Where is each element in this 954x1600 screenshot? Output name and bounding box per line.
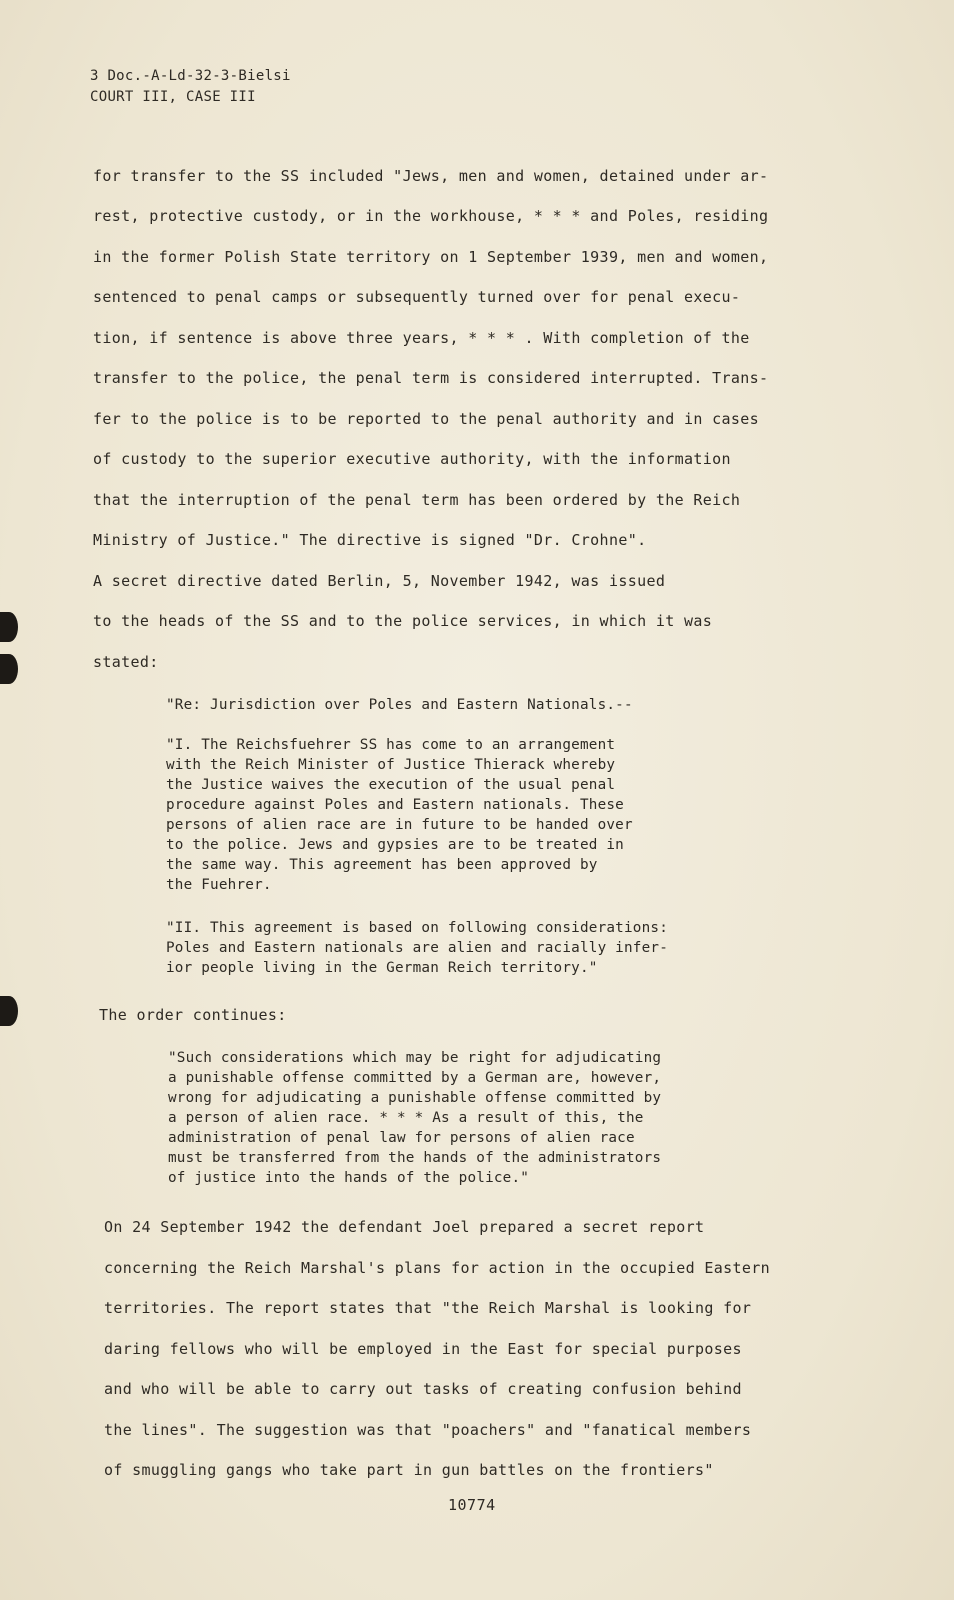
body-line: transfer to the police, the penal term is considered interrupted. Trans- bbox=[93, 369, 769, 387]
body-line: sentenced to penal camps or subsequently turned over for penal execu- bbox=[93, 288, 741, 306]
body-line: territories. The report states that "the Reich Marshal is looking for bbox=[104, 1299, 752, 1317]
body-line: A secret directive dated Berlin, 5, November 1942, was issued bbox=[93, 572, 666, 590]
body-line: that the interruption of the penal term has been ordered by the Reich bbox=[93, 491, 741, 509]
quote-line: ior people living in the German Reich territory." bbox=[166, 960, 598, 976]
quote-line: must be transferred from the hands of the administrators bbox=[168, 1150, 662, 1166]
body-line: daring fellows who will be employed in the East for special purposes bbox=[104, 1340, 742, 1358]
quote-line: of justice into the hands of the police." bbox=[168, 1170, 530, 1186]
quote-line: administration of penal law for persons of alien race bbox=[168, 1130, 635, 1146]
document-reference: 3 Doc.-A-Ld-32-3-Bielsi bbox=[90, 68, 291, 84]
punch-hole bbox=[0, 654, 18, 684]
body-line: in the former Polish State territory on 1 September 1939, men and women, bbox=[93, 248, 769, 266]
page-number: 10774 bbox=[448, 1496, 496, 1514]
quote-line: the Fuehrer. bbox=[166, 877, 272, 893]
order-continues-line: The order continues: bbox=[99, 1006, 287, 1024]
quote-line: a punishable offense committed by a German are, however, bbox=[168, 1070, 662, 1086]
court-case: COURT III, CASE III bbox=[90, 89, 256, 105]
quote-line: a person of alien race. * * * As a result of this, the bbox=[168, 1110, 644, 1126]
punch-hole bbox=[0, 996, 18, 1026]
quote-line: the same way. This agreement has been approved by bbox=[166, 857, 598, 873]
body-line: to the heads of the SS and to the police services, in which it was bbox=[93, 612, 713, 630]
quote-line: the Justice waives the execution of the usual penal bbox=[166, 777, 616, 793]
quote-line: "II. This agreement is based on following considerations: bbox=[166, 920, 669, 936]
quote-re-line: "Re: Jurisdiction over Poles and Eastern Nationals.-- bbox=[166, 697, 633, 713]
quote-line: with the Reich Minister of Justice Thierack whereby bbox=[166, 757, 616, 773]
body-line: concerning the Reich Marshal's plans for action in the occupied Eastern bbox=[104, 1259, 771, 1277]
body-line: stated: bbox=[93, 653, 159, 671]
quote-line: Poles and Eastern nationals are alien and racially infer- bbox=[166, 940, 669, 956]
punch-hole bbox=[0, 612, 18, 642]
quote-line: "I. The Reichsfuehrer SS has come to an arrangement bbox=[166, 737, 616, 753]
quote-line: to the police. Jews and gypsies are to be treated in bbox=[166, 837, 624, 853]
body-line: for transfer to the SS included "Jews, men and women, detained under ar- bbox=[93, 167, 769, 185]
body-line: the lines". The suggestion was that "poachers" and "fanatical members bbox=[104, 1421, 752, 1439]
body-line: and who will be able to carry out tasks of creating confusion behind bbox=[104, 1380, 742, 1398]
body-line: of custody to the superior executive authority, with the information bbox=[93, 450, 731, 468]
body-line: On 24 September 1942 the defendant Joel prepared a secret report bbox=[104, 1218, 705, 1236]
document-header bbox=[90, 66, 291, 108]
body-line: fer to the police is to be reported to the penal authority and in cases bbox=[93, 410, 760, 428]
body-line: tion, if sentence is above three years, * * * . With completion of the bbox=[93, 329, 750, 347]
quote-line: wrong for adjudicating a punishable offense committed by bbox=[168, 1090, 662, 1106]
body-line: of smuggling gangs who take part in gun battles on the frontiers" bbox=[104, 1461, 714, 1479]
body-line: Ministry of Justice." The directive is signed "Dr. Crohne". bbox=[93, 531, 647, 549]
quote-line: persons of alien race are in future to be handed over bbox=[166, 817, 633, 833]
quote-line: "Such considerations which may be right for adjudicating bbox=[168, 1050, 662, 1066]
body-line: rest, protective custody, or in the workhouse, * * * and Poles, residing bbox=[93, 207, 769, 225]
quote-line: procedure against Poles and Eastern nationals. These bbox=[166, 797, 624, 813]
